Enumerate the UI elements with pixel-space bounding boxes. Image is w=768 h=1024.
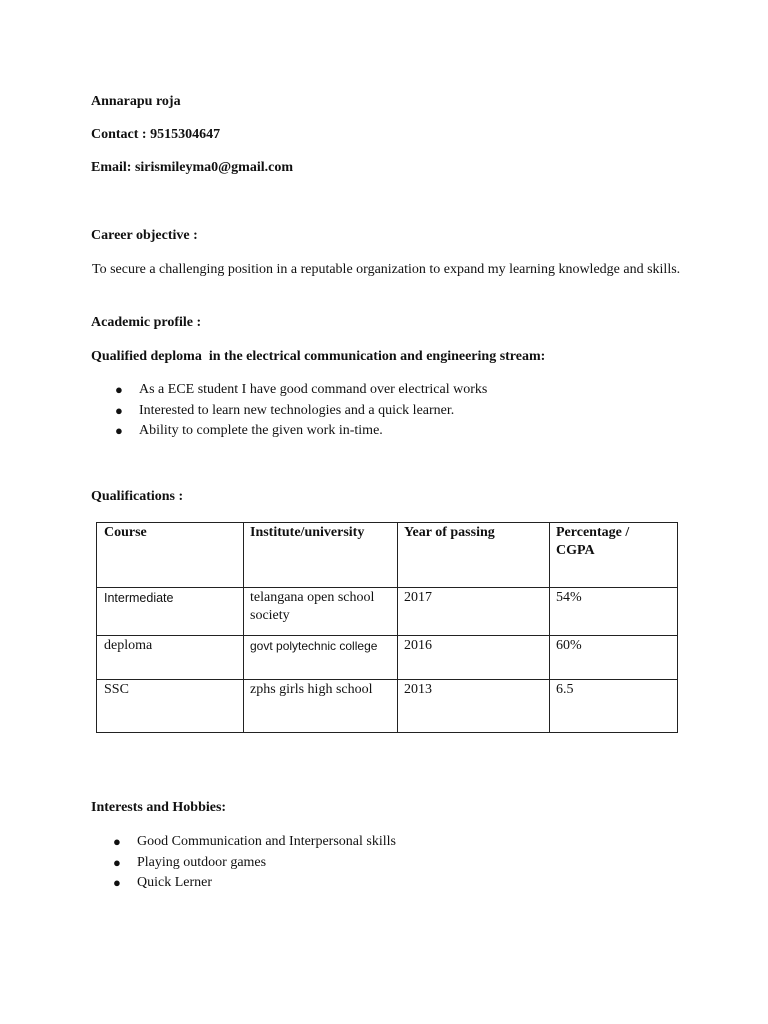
list-item: ● Ability to complete the given work in-time.: [92, 421, 487, 442]
academic-subheading: Qualified deploma in the electrical communication and engineering stream:: [91, 349, 546, 364]
table-cell-percentage: 60%: [556, 638, 582, 653]
table-cell-percentage: 54%: [556, 590, 582, 605]
table-column-divider: [243, 523, 244, 732]
contact-line: Contact : 9515304647: [91, 127, 221, 142]
table-cell-institute: zphs girls high school: [250, 682, 373, 697]
academic-bullet-list: [92, 380, 487, 442]
table-header-percentage: Percentage / CGPA: [556, 525, 630, 558]
career-objective-heading: Career objective :: [91, 228, 198, 243]
table-cell-percentage: 6.5: [556, 682, 574, 697]
qualifications-table: [96, 522, 678, 733]
bullet-icon: ●: [115, 382, 123, 397]
table-header-institute: Institute/university: [250, 525, 365, 540]
list-item: ● Playing outdoor games: [90, 853, 396, 874]
table-header-year: Year of passing: [404, 525, 495, 540]
bullet-icon: ●: [113, 875, 121, 890]
list-item: ● Interested to learn new technologies and a quick learner.: [92, 401, 487, 422]
table-cell-year: 2016: [404, 638, 432, 653]
list-item: ● Quick Lerner: [90, 873, 396, 894]
list-item: ● As a ECE student I have good command over electrical works: [92, 380, 487, 401]
table-column-divider: [397, 523, 398, 732]
table-cell-institute: govt polytechnic college: [250, 639, 378, 653]
table-cell-year: 2013: [404, 682, 432, 697]
bullet-icon: ●: [115, 423, 123, 438]
list-item: ● Good Communication and Interpersonal skills: [90, 832, 396, 853]
bullet-icon: ●: [113, 834, 121, 849]
qualifications-heading: Qualifications :: [91, 489, 184, 504]
academic-profile-heading: Academic profile :: [91, 315, 202, 330]
table-cell-year: 2017: [404, 590, 432, 605]
table-cell-course: deploma: [104, 638, 153, 653]
table-cell-course: SSC: [104, 682, 129, 697]
bullet-icon: ●: [113, 854, 121, 870]
bullet-icon: ●: [115, 402, 123, 418]
interests-heading: Interests and Hobbies:: [91, 800, 227, 815]
email-line: Email: sirismileyma0@gmail.com: [91, 160, 293, 175]
table-cell-institute: telangana open school society: [250, 590, 375, 623]
career-objective-text: To secure a challenging position in a reputable organization to expand my learning knowledge and skills.: [92, 262, 681, 277]
candidate-name: Annarapu roja: [91, 94, 181, 109]
table-cell-course: Intermediate: [104, 591, 174, 605]
interests-bullet-list: [90, 832, 396, 894]
table-header-course: Course: [104, 525, 147, 540]
